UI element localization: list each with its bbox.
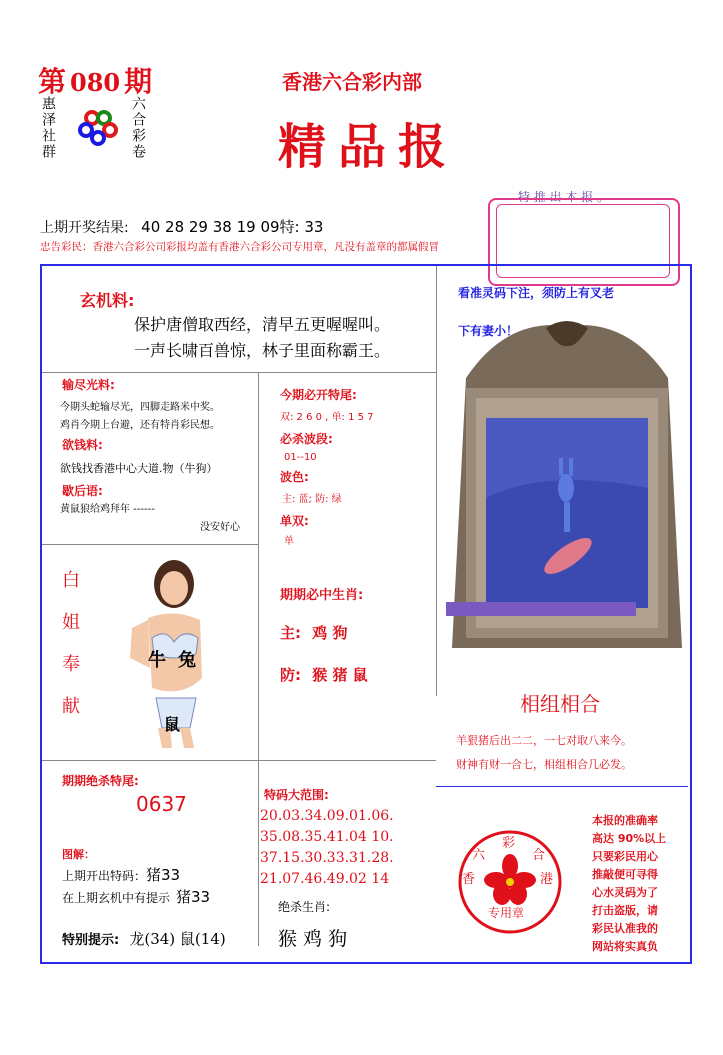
tema-row: 37.15.30.33.31.28. xyxy=(260,850,394,866)
bolaidan-label: 必杀波段: xyxy=(280,432,333,446)
bose-value: 主: 蓝; 防: 绿 xyxy=(282,494,342,505)
girl-overlay-2: 兔 xyxy=(178,650,196,671)
seal-bottom: 专用章 xyxy=(488,906,525,920)
divider-h-2 xyxy=(42,544,258,545)
issue-suffix: 期 xyxy=(124,65,153,98)
zhu-label: 主: xyxy=(280,624,301,642)
accuracy-line: 只要彩民用心 xyxy=(592,850,658,863)
teweishu-values: 双: 2 6 0 , 单: 1 5 7 xyxy=(280,412,374,423)
yuqian-label: 欲钱料: xyxy=(62,438,103,452)
right-vertical-text: 六合彩卷 xyxy=(130,96,146,160)
tujie-line-1-label: 上期开出特码： xyxy=(62,869,147,883)
jueshawei-value: 0637 xyxy=(136,792,187,816)
bose-label: 波色: xyxy=(280,470,309,484)
tebie-value: 龙(34) 鼠(14) xyxy=(129,930,226,948)
accuracy-line: 网站将实真负 xyxy=(592,940,658,953)
tema-rows xyxy=(260,806,394,890)
issue-value: 080 xyxy=(70,68,121,97)
girl-char-1: 白 xyxy=(62,570,80,591)
girl-char-4: 献 xyxy=(62,696,80,717)
hint-line-2: 下有妻小！ xyxy=(458,324,519,338)
danshuang-value: 单 xyxy=(284,536,294,547)
xuanji-line-2: 一声长啸百兽惊，林子里面称霸王。 xyxy=(134,341,391,360)
danshuang-label: 单双: xyxy=(280,514,309,528)
accuracy-line: 推敲便可寻得 xyxy=(592,868,658,881)
fang-value: 猴 猪 鼠 xyxy=(312,666,368,684)
tema-row: 20.03.34.09.01.06. xyxy=(260,808,394,824)
seal-right-2: 港 xyxy=(540,872,554,887)
page-subtitle: 香港六合彩内部 xyxy=(282,70,422,94)
tujie-line-1-value: 猪33 xyxy=(146,866,181,884)
tema-label: 特码大范围: xyxy=(264,788,329,802)
tujie-line-1 xyxy=(62,864,180,885)
seal-left: 六 xyxy=(472,848,486,863)
seal-left-2: 香 xyxy=(462,872,476,887)
accuracy-line: 彩民认准我的 xyxy=(592,922,658,935)
logo-rings xyxy=(78,108,118,148)
girl-char-2: 姐 xyxy=(62,612,80,633)
xiehou-label: 歇后语: xyxy=(62,484,103,498)
divider-h-3 xyxy=(42,760,436,761)
jueshasx-label: 绝杀生肖: xyxy=(278,900,331,914)
seal-right: 合 xyxy=(532,848,546,863)
xiehou-text: 黄鼠狼给鸡拜年 ------ xyxy=(60,504,155,515)
divider-h-right xyxy=(436,786,688,787)
accuracy-line: 打击盗版，请 xyxy=(592,904,658,917)
shou-label: 输尽光料: xyxy=(62,378,115,392)
accuracy-text xyxy=(592,812,666,956)
xuanji-heading: 玄机料: xyxy=(80,291,135,310)
accuracy-line: 本报的准确率 xyxy=(592,814,658,827)
xiangzu-line-1: 羊狠猪后出二二，一七对取八来今。 xyxy=(456,734,632,747)
tujie-line-2-value: 猪33 xyxy=(176,888,211,906)
girl-vertical-text xyxy=(62,560,80,728)
tujie-label: 图解： xyxy=(62,848,95,861)
xuanji-line-1: 保护唐僧取西经，清早五更喔喔叫。 xyxy=(134,315,391,334)
shou-line-1: 今期头蛇输尽光，四脚走路米中奖。 xyxy=(60,402,220,413)
jueshasx-value: 猴 鸡 狗 xyxy=(278,928,348,950)
girl-overlay-3: 鼠 xyxy=(164,715,181,734)
fang-label: 防: xyxy=(280,666,301,684)
divider-h-1 xyxy=(42,372,436,373)
issue-number xyxy=(38,60,152,100)
page-title: 精品报 xyxy=(278,119,459,175)
tema-row: 35.08.35.41.04 10. xyxy=(260,829,394,845)
issue-prefix: 第 xyxy=(38,65,67,98)
xiangzu-line-2: 财神有财一合七，相组相合几必发。 xyxy=(456,758,632,771)
divider-v-main xyxy=(436,266,437,696)
teweishu-label: 今期必开特尾: xyxy=(280,388,357,402)
left-vertical-text: 惠泽社群 xyxy=(40,96,56,160)
divider-v-mid xyxy=(258,372,259,946)
tujie-line-2 xyxy=(62,886,210,907)
results-numbers: 40 28 29 38 19 09特: 33 xyxy=(141,218,324,236)
tebie-row xyxy=(62,928,226,949)
shou-line-2: 鸡肖今期上台避，还有特肖彩民想。 xyxy=(60,420,220,431)
zhu-value: 鸡 狗 xyxy=(312,624,348,642)
results-row xyxy=(40,216,323,237)
jueshawei-label: 期期绝杀特尾: xyxy=(62,774,139,788)
hint-line-1: 看准灵码下注，须防上有叉老 xyxy=(458,286,615,300)
ornate-frame xyxy=(446,318,688,658)
tujie-line-2-label: 在上期玄机中有提示 xyxy=(62,891,171,905)
xiangzu-title: 相组相合 xyxy=(520,692,600,716)
accuracy-line: 高达 90%以上 xyxy=(592,832,667,845)
tebie-label: 特别提示: xyxy=(62,933,120,948)
zhongsheng-label: 期期必中生肖: xyxy=(280,588,364,603)
special-note: 特 推 出 本 报 。 xyxy=(518,190,610,204)
fang-row xyxy=(280,664,368,685)
girl-overlay-1: 牛 xyxy=(148,650,166,671)
xiehou-answer: 没安好心 xyxy=(200,522,240,533)
yuqian-text: 欲钱找香港中心大道.物（牛狗） xyxy=(60,462,218,475)
accuracy-line: 心水灵码为了 xyxy=(592,886,658,899)
seal-top: 彩 xyxy=(502,836,516,851)
tema-row: 21.07.46.49.02 14 xyxy=(260,871,390,887)
warning-text: 忠告彩民：香港六合彩公司彩报均盖有香港六合彩公司专用章，凡没有盖章的都属假冒 xyxy=(40,241,439,253)
girl-char-3: 奉 xyxy=(62,654,80,675)
results-label: 上期开奖结果: xyxy=(40,220,129,236)
zhu-row xyxy=(280,622,347,643)
bolaidan-value: 01--10 xyxy=(284,452,317,463)
